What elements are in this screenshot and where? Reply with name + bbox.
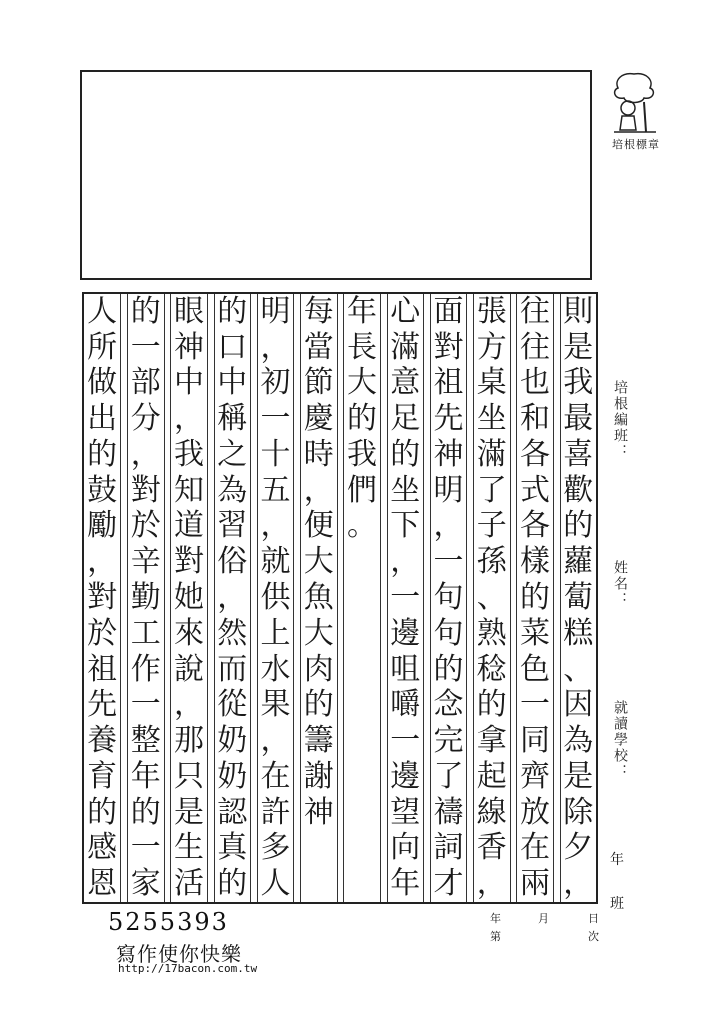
grid-cell: 在 bbox=[520, 830, 551, 866]
grid-cell: 而 bbox=[217, 651, 248, 687]
class-short-label: 班 bbox=[610, 896, 624, 912]
grid-cell: 意 bbox=[390, 365, 421, 401]
grid-cell: 才 bbox=[433, 866, 464, 902]
grid-cell: 的 bbox=[476, 687, 507, 723]
grid-cell: 邊 bbox=[390, 615, 421, 651]
grid-cell: 菜 bbox=[520, 615, 551, 651]
grid-cell: 中 bbox=[217, 365, 248, 401]
grid-cell: 神 bbox=[433, 436, 464, 472]
grid-cell: 往 bbox=[520, 293, 551, 329]
grid-cell: 對 bbox=[433, 329, 464, 365]
grid-cell: 是 bbox=[563, 329, 594, 365]
grid-column bbox=[300, 294, 336, 902]
grid-cell: 我 bbox=[174, 436, 205, 472]
grid-cell: 望 bbox=[390, 794, 421, 830]
grid-cell: 所 bbox=[87, 329, 118, 365]
grid-cell: 的 bbox=[520, 580, 551, 615]
date-times: 次 bbox=[588, 930, 599, 943]
grid-cell: 十 bbox=[260, 436, 291, 472]
grid-cell: 兩 bbox=[520, 866, 551, 902]
grid-column bbox=[343, 294, 379, 902]
grid-cell: 鼓 bbox=[87, 472, 118, 508]
grid-column bbox=[127, 294, 163, 902]
date-day: 日 bbox=[588, 912, 599, 925]
grid-cell: 許 bbox=[260, 794, 291, 830]
grid-cell: 的 bbox=[217, 866, 248, 902]
grid-gap-column bbox=[164, 294, 171, 902]
grid-cell: 念 bbox=[433, 687, 464, 723]
grid-cell: 各 bbox=[520, 508, 551, 544]
year-label: 年 bbox=[610, 852, 624, 868]
grid-cell: 辛 bbox=[130, 544, 161, 580]
grid-cell: 她 bbox=[174, 580, 205, 615]
grid-cell bbox=[344, 687, 379, 723]
grid-cell: 說 bbox=[174, 651, 205, 687]
grid-cell: 為 bbox=[217, 472, 248, 508]
grid-cell: 和 bbox=[520, 401, 551, 437]
grid-cell: 在 bbox=[260, 758, 291, 794]
grid-cell: 感 bbox=[87, 830, 118, 866]
grid-cell bbox=[344, 759, 379, 795]
grid-cell: 水 bbox=[260, 651, 291, 687]
grid-cell: 從 bbox=[217, 687, 248, 723]
grid-cell: 大 bbox=[303, 615, 334, 651]
grid-gap-column bbox=[510, 294, 517, 902]
footer-url[interactable]: http://17bacon.com.tw bbox=[118, 962, 258, 975]
grid-cell: 整 bbox=[130, 723, 161, 759]
grid-cell: 知 bbox=[174, 472, 205, 508]
grid-cell: 稱 bbox=[217, 401, 248, 437]
grid-cell: 就 bbox=[260, 544, 291, 580]
grid-gap-column bbox=[120, 294, 127, 902]
grid-cell: 禱 bbox=[433, 794, 464, 830]
grid-cell: 的 bbox=[130, 794, 161, 830]
teacher-comment-box bbox=[80, 70, 592, 280]
grid-cell: 上 bbox=[260, 615, 291, 651]
grid-cell: 部 bbox=[130, 365, 161, 401]
grid-cell bbox=[344, 652, 379, 688]
date-month: 月 bbox=[538, 912, 549, 925]
grid-cell: 的 bbox=[433, 651, 464, 687]
grid-cell: 養 bbox=[87, 723, 118, 759]
grid-cell: 詞 bbox=[433, 830, 464, 866]
grid-cell: 糕 bbox=[563, 615, 594, 651]
grid-cell: 除 bbox=[563, 794, 594, 830]
grid-cell: 真 bbox=[217, 830, 248, 866]
grid-cell: 是 bbox=[563, 758, 594, 794]
grid-cell: 了 bbox=[433, 758, 464, 794]
grid-cell: 育 bbox=[87, 758, 118, 794]
grid-cell: 張 bbox=[476, 293, 507, 329]
grid-cell: 一 bbox=[433, 544, 464, 580]
school-label: 就讀學校： bbox=[612, 700, 628, 780]
grid-cell: 一 bbox=[390, 580, 421, 615]
grid-cell: ， bbox=[303, 472, 334, 508]
grid-cell: 蔔 bbox=[563, 580, 594, 615]
grid-cell: 恩 bbox=[87, 866, 118, 902]
grid-cell: 面 bbox=[433, 293, 464, 329]
grid-cell: 大 bbox=[347, 365, 378, 401]
grid-cell: 年 bbox=[347, 293, 378, 329]
grid-cell: 籌 bbox=[303, 723, 334, 759]
grid-cell bbox=[344, 830, 379, 866]
grid-cell: 坐 bbox=[390, 472, 421, 508]
grid-cell: 然 bbox=[217, 615, 248, 651]
grid-cell: 那 bbox=[174, 723, 205, 759]
grid-cell: 的 bbox=[130, 293, 161, 329]
grid-cell: 認 bbox=[217, 794, 248, 830]
grid-cell: 心 bbox=[390, 293, 421, 329]
grid-cell: 式 bbox=[520, 472, 551, 508]
grid-cell: 於 bbox=[130, 508, 161, 544]
grid-cell: 香 bbox=[476, 830, 507, 866]
grid-cell: 。 bbox=[347, 508, 378, 544]
class-label: 培根編班： bbox=[612, 380, 628, 460]
grid-cell: 句 bbox=[433, 580, 464, 615]
grid-cell: 出 bbox=[87, 401, 118, 437]
grid-cell: 奶 bbox=[217, 758, 248, 794]
grid-cell: 只 bbox=[174, 758, 205, 794]
grid-cell: 的 bbox=[563, 508, 594, 544]
grid-cell: 對 bbox=[130, 472, 161, 508]
grid-cell: 的 bbox=[217, 293, 248, 329]
grid-gap-column bbox=[466, 294, 473, 902]
grid-cell: 一 bbox=[130, 687, 161, 723]
grid-cell: 線 bbox=[476, 794, 507, 830]
grid-cell: 、 bbox=[563, 651, 594, 687]
grid-cell: 人 bbox=[87, 293, 118, 329]
grid-cell: ， bbox=[476, 866, 507, 902]
grid-cell: 最 bbox=[563, 401, 594, 437]
grid-cell: 節 bbox=[303, 365, 334, 401]
grid-cell: 滿 bbox=[390, 329, 421, 365]
grid-cell: 熟 bbox=[476, 615, 507, 651]
grid-cell: 也 bbox=[520, 365, 551, 401]
grid-cell: 神 bbox=[303, 794, 334, 830]
grid-column bbox=[170, 294, 206, 902]
grid-cell: 每 bbox=[303, 293, 334, 329]
grid-cell: ， bbox=[260, 723, 291, 759]
grid-column bbox=[473, 294, 509, 902]
grid-cell: ， bbox=[260, 329, 291, 365]
grid-cell: 了 bbox=[476, 472, 507, 508]
year-class-labels bbox=[610, 838, 630, 926]
grid-cell: 方 bbox=[476, 329, 507, 365]
grid-cell: 供 bbox=[260, 580, 291, 615]
grid-cell: 大 bbox=[303, 544, 334, 580]
grid-cell: 便 bbox=[303, 508, 334, 544]
grid-cell: 年 bbox=[390, 866, 421, 902]
date-ordinal: 第 bbox=[490, 930, 501, 943]
grid-cell: 為 bbox=[563, 723, 594, 759]
grid-cell: 祖 bbox=[87, 651, 118, 687]
grid-cell: 色 bbox=[520, 651, 551, 687]
grid-cell: 嚼 bbox=[390, 687, 421, 723]
grid-cell: 五 bbox=[260, 472, 291, 508]
grid-cell: 年 bbox=[130, 758, 161, 794]
grid-column bbox=[214, 294, 250, 902]
grid-cell: 坐 bbox=[476, 401, 507, 437]
grid-cell: 們 bbox=[347, 472, 378, 508]
grid-cell: ， bbox=[563, 866, 594, 902]
grid-cell: 邊 bbox=[390, 758, 421, 794]
grid-cell: 分 bbox=[130, 401, 161, 437]
name-label: 姓名： bbox=[612, 560, 628, 608]
grid-cell: ， bbox=[130, 436, 161, 472]
grid-cell: 當 bbox=[303, 329, 334, 365]
grid-cell: 我 bbox=[347, 436, 378, 472]
grid-cell: 道 bbox=[174, 508, 205, 544]
grid-cell: 一 bbox=[130, 830, 161, 866]
grid-cell: 明 bbox=[433, 472, 464, 508]
footer-slogan: 寫作使你快樂 bbox=[116, 942, 242, 966]
grid-cell: 先 bbox=[87, 687, 118, 723]
grid-cell: 肉 bbox=[303, 651, 334, 687]
grid-cell: 滿 bbox=[476, 436, 507, 472]
grid-cell: 子 bbox=[476, 508, 507, 544]
grid-cell: ， bbox=[174, 687, 205, 723]
grid-cell: ， bbox=[87, 544, 118, 580]
grid-cell: 長 bbox=[347, 329, 378, 365]
grid-cell: ， bbox=[390, 544, 421, 580]
grid-column bbox=[387, 294, 423, 902]
grid-cell: 向 bbox=[390, 830, 421, 866]
grid-cell: 足 bbox=[390, 401, 421, 437]
grid-cell: 生 bbox=[174, 830, 205, 866]
grid-cell: 對 bbox=[174, 544, 205, 580]
grid-cell: 做 bbox=[87, 365, 118, 401]
grid-cell: 慶 bbox=[303, 401, 334, 437]
date-year: 年 bbox=[490, 912, 501, 925]
grid-cell: 祖 bbox=[433, 365, 464, 401]
grid-cell: 喜 bbox=[563, 436, 594, 472]
grid-cell: 一 bbox=[390, 723, 421, 759]
grid-cell: 各 bbox=[520, 436, 551, 472]
grid-cell bbox=[344, 795, 379, 831]
grid-cell: 拿 bbox=[476, 723, 507, 759]
grid-cell: 蘿 bbox=[563, 544, 594, 580]
footer-number: 5255393 bbox=[108, 908, 229, 936]
grid-cell: 於 bbox=[87, 615, 118, 651]
grid-cell: 孫 bbox=[476, 544, 507, 580]
grid-cell: 活 bbox=[174, 866, 205, 902]
grid-gap-column bbox=[423, 294, 430, 902]
grid-cell: 口 bbox=[217, 329, 248, 365]
grid-cell: 勵 bbox=[87, 508, 118, 544]
grid-cell: 完 bbox=[433, 723, 464, 759]
grid-cell bbox=[344, 580, 379, 616]
grid-cell bbox=[301, 866, 336, 902]
grid-column bbox=[430, 294, 466, 902]
grid-gap-column bbox=[293, 294, 300, 902]
grid-cell: 中 bbox=[174, 365, 205, 401]
grid-cell: 一 bbox=[130, 329, 161, 365]
grid-cell: 先 bbox=[433, 401, 464, 437]
grid-cell: ， bbox=[433, 508, 464, 544]
grid-cell: 的 bbox=[87, 436, 118, 472]
grid-cell: 的 bbox=[347, 401, 378, 437]
grid-cell: 眼 bbox=[174, 293, 205, 329]
grid-gap-column bbox=[337, 294, 344, 902]
grid-cell: 夕 bbox=[563, 830, 594, 866]
grid-cell: 明 bbox=[260, 293, 291, 329]
stamp-label: 培根標章 bbox=[612, 138, 660, 151]
grid-cell: 對 bbox=[87, 580, 118, 615]
grid-cell: 俗 bbox=[217, 544, 248, 580]
grid-column bbox=[560, 294, 596, 902]
grid-column bbox=[84, 294, 120, 902]
grid-cell: 歡 bbox=[563, 472, 594, 508]
grid-cell: 咀 bbox=[390, 651, 421, 687]
grid-gap-column bbox=[207, 294, 214, 902]
grid-gap-column bbox=[250, 294, 257, 902]
grid-cell: ， bbox=[260, 508, 291, 544]
grid-cell: 作 bbox=[130, 651, 161, 687]
grid-cell: 我 bbox=[563, 365, 594, 401]
grid-cell: 工 bbox=[130, 615, 161, 651]
grid-cell bbox=[344, 723, 379, 759]
grid-cell: ， bbox=[174, 401, 205, 437]
grid-cell: 的 bbox=[87, 794, 118, 830]
grid-cell bbox=[344, 544, 379, 580]
manuscript-grid bbox=[82, 292, 598, 904]
grid-cell: 奶 bbox=[217, 723, 248, 759]
grid-cell: 則 bbox=[563, 293, 594, 329]
grid-cell: ， bbox=[217, 580, 248, 615]
grid-cell: 往 bbox=[520, 329, 551, 365]
grid-cell: 的 bbox=[303, 687, 334, 723]
grid-cell: 之 bbox=[217, 436, 248, 472]
grid-cell: 起 bbox=[476, 758, 507, 794]
grid-cell bbox=[301, 830, 336, 866]
grid-cell: 是 bbox=[174, 794, 205, 830]
grid-cell: 同 bbox=[520, 723, 551, 759]
grid-gap-column bbox=[553, 294, 560, 902]
grid-cell: 勤 bbox=[130, 580, 161, 615]
grid-gap-column bbox=[380, 294, 387, 902]
grid-cell: 桌 bbox=[476, 365, 507, 401]
grid-cell: 習 bbox=[217, 508, 248, 544]
grid-cell: 來 bbox=[174, 615, 205, 651]
grid-cell: 樣 bbox=[520, 544, 551, 580]
grid-column bbox=[516, 294, 552, 902]
grid-cell: 初 bbox=[260, 365, 291, 401]
grid-cell: 放 bbox=[520, 794, 551, 830]
grid-cell: 魚 bbox=[303, 580, 334, 615]
grid-cell: 的 bbox=[390, 436, 421, 472]
grid-cell: 下 bbox=[390, 508, 421, 544]
grid-cell: 神 bbox=[174, 329, 205, 365]
grid-cell: 句 bbox=[433, 615, 464, 651]
grid-cell: 謝 bbox=[303, 758, 334, 794]
grid-cell: 時 bbox=[303, 436, 334, 472]
grid-cell bbox=[344, 866, 379, 902]
grid-column bbox=[257, 294, 293, 902]
grid-cell: 人 bbox=[260, 866, 291, 902]
grid-cell: 果 bbox=[260, 687, 291, 723]
grid-cell: 、 bbox=[476, 580, 507, 615]
grid-cell: 齊 bbox=[520, 758, 551, 794]
grid-cell: 一 bbox=[520, 687, 551, 723]
grid-cell: 一 bbox=[260, 401, 291, 437]
grid-cell bbox=[344, 616, 379, 652]
grid-cell: 因 bbox=[563, 687, 594, 723]
grid-cell: 稔 bbox=[476, 651, 507, 687]
grid-cell: 多 bbox=[260, 830, 291, 866]
grid-cell: 家 bbox=[130, 866, 161, 902]
